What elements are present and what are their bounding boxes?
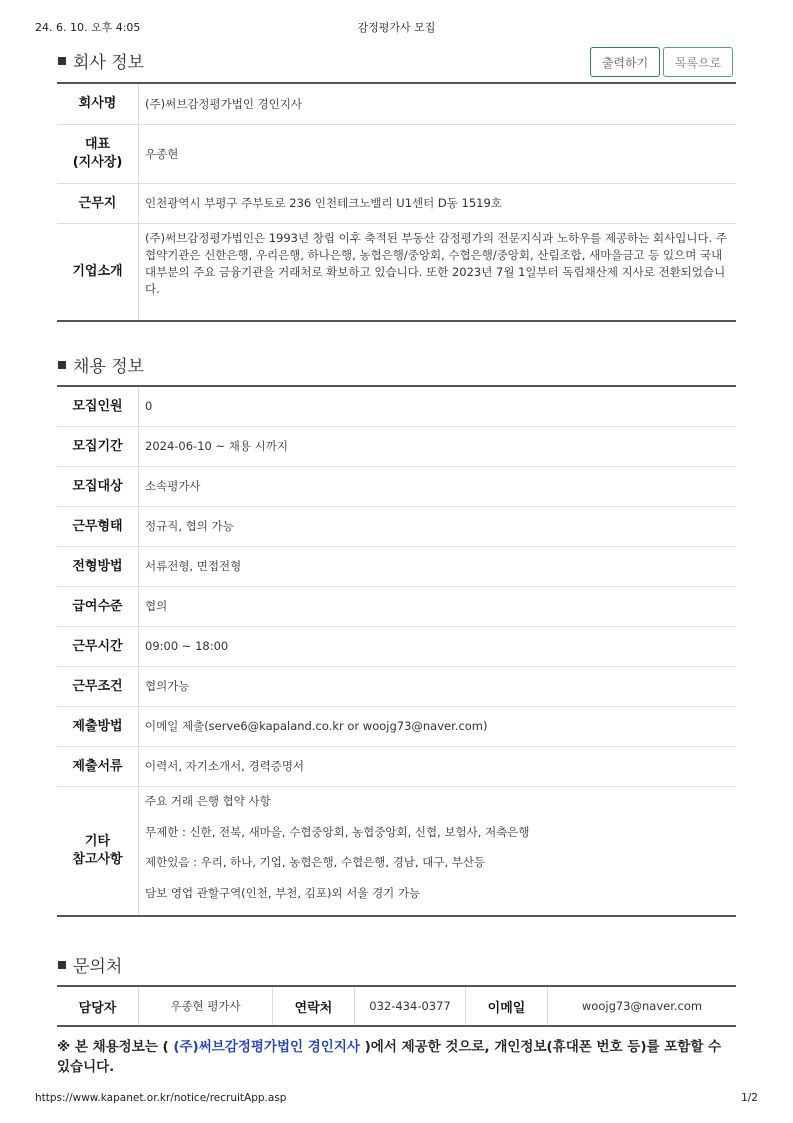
page-number: 1/2 bbox=[741, 1092, 758, 1104]
print-button[interactable]: 출력하기 bbox=[590, 47, 660, 77]
email-value: woojg73@naver.com bbox=[581, 999, 703, 1013]
company-info-table bbox=[57, 82, 736, 322]
contact-table bbox=[57, 985, 736, 1027]
row-value: 2024-06-10 ~ 채용 시까지 bbox=[145, 439, 288, 453]
row-label: 대표 (지사장) bbox=[57, 125, 139, 183]
phone-label: 연락처 bbox=[273, 987, 355, 1025]
page-url: https://www.kapanet.or.kr/notice/recruitApp.asp bbox=[35, 1092, 287, 1104]
row-label: 근무지 bbox=[57, 184, 139, 223]
row-value: 이메일 제출(serve6@kapaland.co.kr or woojg73@naver.com) bbox=[145, 719, 488, 733]
etc-note-line: 무제한 : 신한, 전북, 새마을, 수협중앙회, 농협중앙회, 신협, 보험사, 저축은행 bbox=[145, 824, 530, 839]
back-to-list-button[interactable]: 목록으로 bbox=[663, 47, 733, 77]
row-label: 근무형태 bbox=[57, 507, 139, 546]
row-label: 기업소개 bbox=[57, 224, 139, 320]
table-row bbox=[57, 84, 736, 125]
company-section-title: 회사 정보 bbox=[58, 48, 144, 73]
table-row bbox=[57, 747, 736, 787]
row-label: 근무시간 bbox=[57, 627, 139, 666]
row-value: 협의 bbox=[145, 599, 168, 613]
row-label: 기타 참고사항 bbox=[57, 787, 139, 915]
table-row bbox=[57, 125, 736, 184]
square-bullet-icon bbox=[58, 57, 66, 65]
square-bullet-icon bbox=[58, 361, 66, 369]
row-value: 09:00 ~ 18:00 bbox=[145, 639, 229, 653]
row-label: 회사명 bbox=[57, 84, 139, 124]
table-row bbox=[57, 627, 736, 667]
row-label: 급여수준 bbox=[57, 587, 139, 626]
row-label: 모집대상 bbox=[57, 467, 139, 506]
manager-label: 담당자 bbox=[57, 987, 139, 1025]
table-row bbox=[57, 707, 736, 747]
company-name-value: (주)써브감정평가법인 경인지사 bbox=[145, 96, 303, 111]
row-value: 이력서, 자기소개서, 경력증명서 bbox=[145, 759, 305, 773]
email-label: 이메일 bbox=[466, 987, 548, 1025]
table-row bbox=[57, 427, 736, 467]
row-value: 서류전형, 면접전형 bbox=[145, 559, 242, 573]
row-value: 협의가능 bbox=[145, 679, 190, 693]
etc-notes-value bbox=[139, 787, 736, 915]
row-value: 정규직, 협의 가능 bbox=[145, 519, 234, 533]
table-row bbox=[57, 387, 736, 427]
phone-value: 032-434-0377 bbox=[355, 987, 466, 1025]
print-footer bbox=[35, 1092, 758, 1106]
print-date: 24. 6. 10. 오후 4:05 bbox=[35, 21, 141, 34]
row-value: 소속평가사 bbox=[145, 479, 201, 493]
table-row bbox=[57, 787, 736, 915]
row-label: 근무조건 bbox=[57, 667, 139, 706]
table-row bbox=[57, 507, 736, 547]
notice-company-name: (주)써브감정평가법인 경인지사 bbox=[173, 1039, 360, 1055]
privacy-notice: ※ 본 채용정보는 ( (주)써브감정평가법인 경인지사 )에서 제공한 것으로, 개인정보(휴대폰 번호 등)를 포함할 수 있습니다. bbox=[57, 1039, 722, 1075]
recruit-info-table bbox=[57, 385, 736, 917]
recruit-section-title: 채용 정보 bbox=[58, 352, 144, 377]
print-header bbox=[35, 19, 758, 33]
print-page-title: 감정평가사 모집 bbox=[357, 21, 436, 34]
table-row bbox=[57, 224, 736, 320]
contact-section-title: 문의처 bbox=[58, 952, 122, 977]
row-label: 모집기간 bbox=[57, 427, 139, 466]
workplace-value: 인천광역시 부평구 주부토로 236 인천테크노밸리 U1센터 D동 1519호 bbox=[145, 196, 502, 210]
company-intro-value: (주)써브감정평가법인은 1993년 창립 이후 축적된 부동산 감정평가의 전문지식과 노하우를 제공하는 회사입니다. 주 협약기관은 신한은행, 우리은행, 하나은행, 농협은행/중앙회, 수협은행/중앙회, 산림조합, 새마을금고 등 있으며 국내 대부분의 주요 금융기관을 거래처로 확보하고 있습니다. 또한 2023년 7월 1일부터 독립채산제 지사로 전환되었습니다. bbox=[145, 231, 728, 296]
square-bullet-icon bbox=[58, 961, 66, 969]
row-value: 0 bbox=[145, 399, 153, 413]
row-label: 제출서류 bbox=[57, 747, 139, 786]
representative-value: 우종현 bbox=[145, 146, 179, 161]
row-label: 전형방법 bbox=[57, 547, 139, 586]
table-row bbox=[57, 547, 736, 587]
etc-note-line: 담보 영업 관할구역(인천, 부천, 김포)외 서울 경기 가능 bbox=[145, 885, 421, 900]
row-label: 모집인원 bbox=[57, 387, 139, 426]
manager-value: 우종현 평가사 bbox=[139, 987, 273, 1025]
table-row bbox=[57, 184, 736, 224]
row-label: 제출방법 bbox=[57, 707, 139, 746]
etc-note-line: 제한있음 : 우리, 하나, 기업, 농협은행, 수협은행, 경남, 대구, 부산등 bbox=[145, 855, 486, 869]
etc-note-line: 주요 거래 은행 협약 사항 bbox=[145, 794, 271, 808]
table-row bbox=[57, 467, 736, 507]
table-row bbox=[57, 667, 736, 707]
table-row bbox=[57, 587, 736, 627]
